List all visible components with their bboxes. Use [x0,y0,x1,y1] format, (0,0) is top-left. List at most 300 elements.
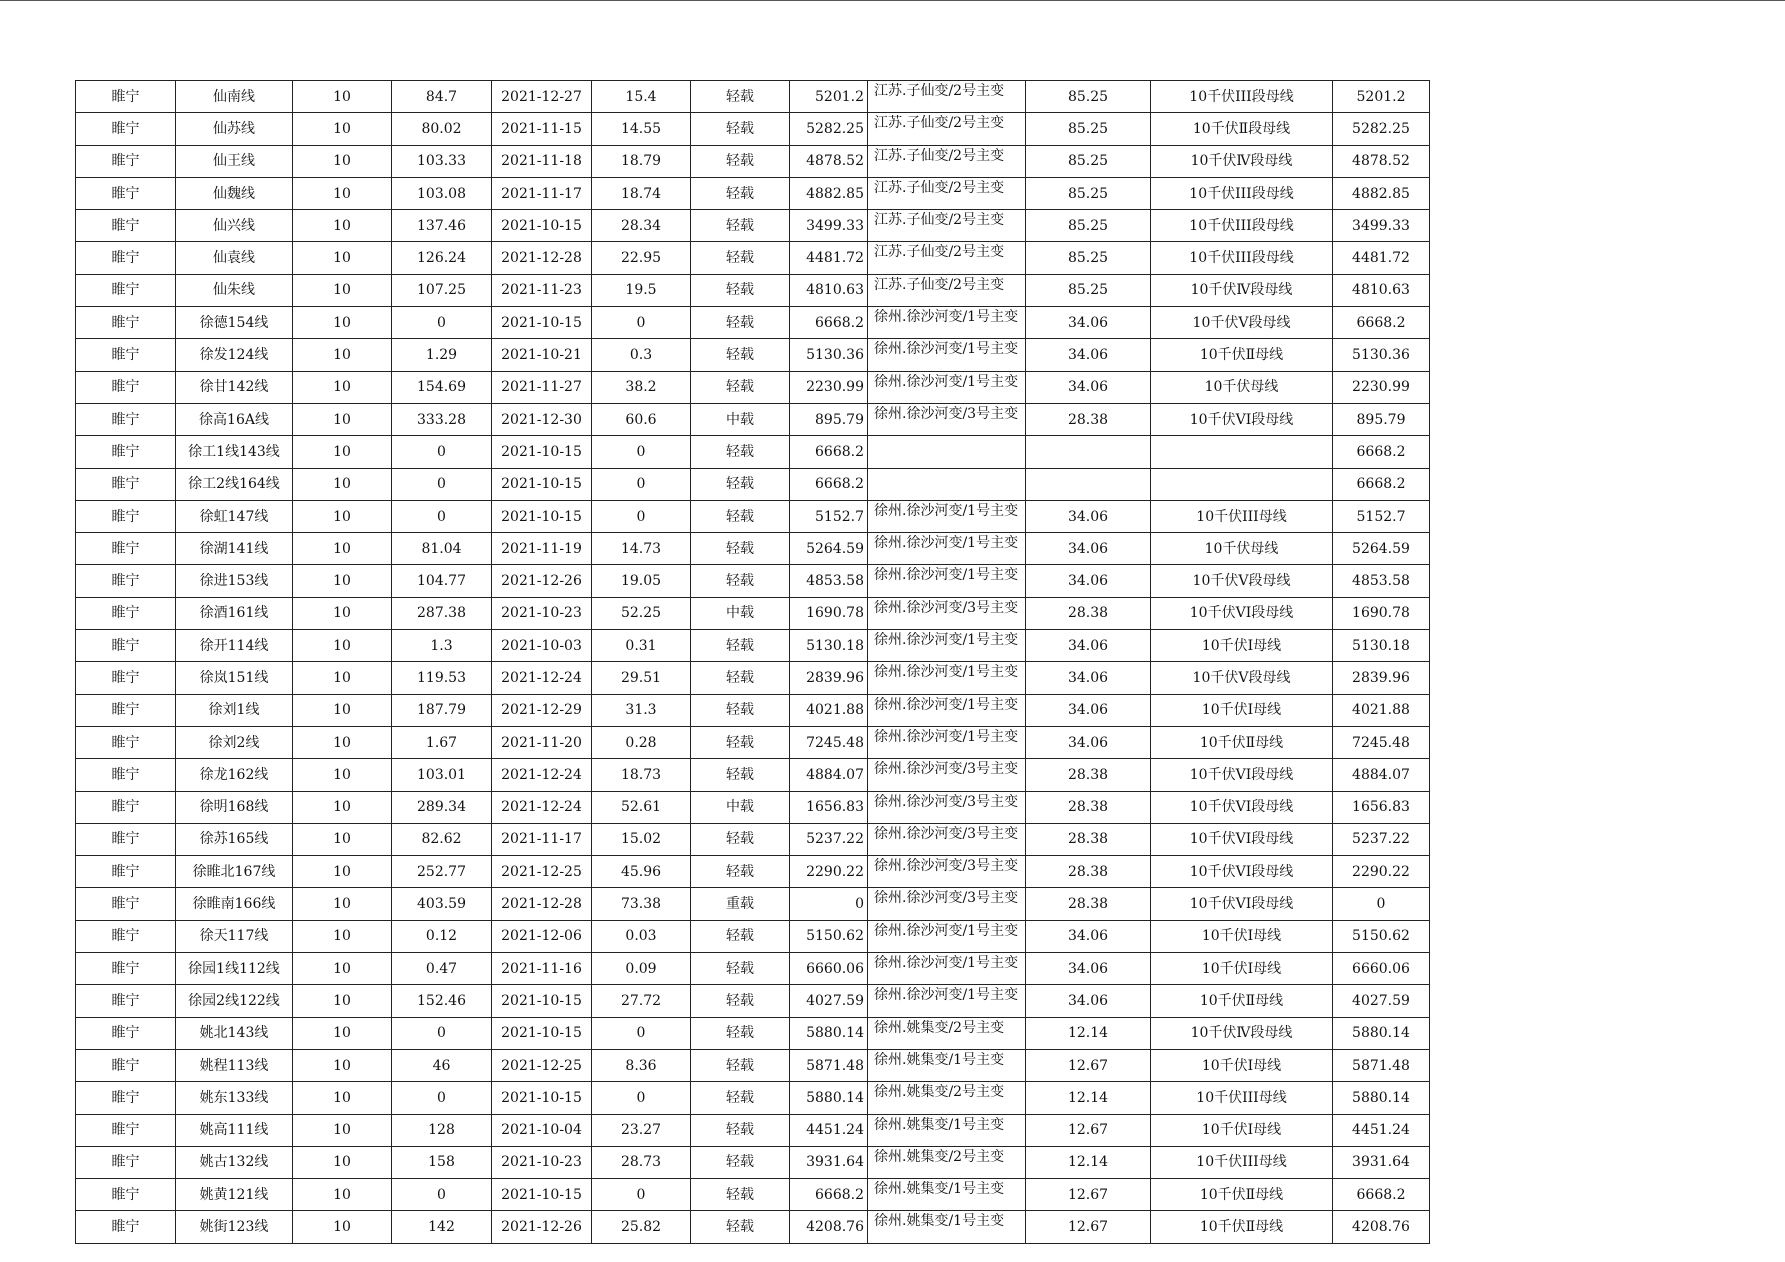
voltage-cell: 10 [293,339,392,371]
line-name-cell: 仙苏线 [176,113,293,145]
voltage-cell: 10 [293,1017,392,1049]
line-name-cell: 徐苏165线 [176,823,293,855]
spare-capacity-cell: 7245.48 [790,726,868,758]
region-cell: 睢宁 [76,823,176,855]
line-name-cell: 姚北143线 [176,1017,293,1049]
busbar-cell: 10千伏III母线 [1151,1082,1333,1114]
region-cell: 睢宁 [76,856,176,888]
load-value-cell: 128 [392,1114,492,1146]
load-rate-cell: 0.28 [592,726,691,758]
load-status-cell: 轻载 [691,210,790,242]
load-status-cell: 轻载 [691,113,790,145]
date-cell: 2021-12-28 [492,888,592,920]
line-name-cell: 仙南线 [176,81,293,113]
date-cell: 2021-11-17 [492,823,592,855]
substation-transformer-cell [868,791,1026,823]
voltage-cell: 10 [293,920,392,952]
region-cell: 睢宁 [76,81,176,113]
available-capacity-cell: 5130.18 [1333,630,1430,662]
busbar-cell: 10千伏Ⅳ段母线 [1151,1017,1333,1049]
substation-transformer-cell [868,371,1026,403]
available-capacity-cell: 895.79 [1333,403,1430,435]
available-capacity-cell: 0 [1333,888,1430,920]
load-rate-cell: 73.38 [592,888,691,920]
line-name-cell: 姚东133线 [176,1082,293,1114]
load-rate-cell: 15.4 [592,81,691,113]
voltage-cell: 10 [293,759,392,791]
load-status-cell: 轻载 [691,371,790,403]
date-cell: 2021-12-24 [492,759,592,791]
line-name-cell: 徐园2线122线 [176,985,293,1017]
available-capacity-cell: 2290.22 [1333,856,1430,888]
region-cell: 睢宁 [76,1017,176,1049]
substation-transformer-cell [868,565,1026,597]
line-name-cell: 仙魏线 [176,177,293,209]
available-capacity-cell: 5880.14 [1333,1082,1430,1114]
region-cell: 睢宁 [76,985,176,1017]
voltage-cell: 10 [293,436,392,468]
voltage-cell: 10 [293,565,392,597]
region-cell: 睢宁 [76,1114,176,1146]
load-rate-cell: 18.79 [592,145,691,177]
load-value-cell: 0.12 [392,920,492,952]
voltage-cell: 10 [293,371,392,403]
transformer-rate-cell: 28.38 [1026,791,1151,823]
date-cell: 2021-11-15 [492,113,592,145]
substation-transformer-text: 江苏.子仙变/2号主变 [874,276,1005,293]
voltage-cell: 10 [293,597,392,629]
busbar-cell: 10千伏VI段母线 [1151,888,1333,920]
busbar-cell: 10千伏Ⅴ段母线 [1151,565,1333,597]
busbar-cell: 10千伏Ⅰ母线 [1151,1114,1333,1146]
region-cell: 睢宁 [76,500,176,532]
available-capacity-cell: 5201.2 [1333,81,1430,113]
substation-transformer-text: 江苏.子仙变/2号主变 [874,179,1005,196]
transformer-rate-cell: 34.06 [1026,953,1151,985]
spare-capacity-cell: 4021.88 [790,694,868,726]
transformer-rate-cell: 28.38 [1026,888,1151,920]
date-cell: 2021-12-29 [492,694,592,726]
busbar-cell: 10千伏III段母线 [1151,242,1333,274]
available-capacity-cell: 4810.63 [1333,274,1430,306]
load-rate-cell: 14.55 [592,113,691,145]
substation-transformer-cell [868,1211,1026,1243]
load-status-cell: 轻载 [691,339,790,371]
line-name-cell: 徐开114线 [176,630,293,662]
available-capacity-cell: 3499.33 [1333,210,1430,242]
line-name-cell: 徐岚151线 [176,662,293,694]
available-capacity-cell: 6668.2 [1333,468,1430,500]
line-name-cell: 徐甘142线 [176,371,293,403]
transformer-rate-cell: 85.25 [1026,81,1151,113]
available-capacity-cell: 4878.52 [1333,145,1430,177]
load-status-cell: 轻载 [691,953,790,985]
line-name-cell: 徐工1线143线 [176,436,293,468]
region-cell: 睢宁 [76,371,176,403]
region-cell: 睢宁 [76,1082,176,1114]
table-row [76,436,1430,468]
transformer-rate-cell: 28.38 [1026,856,1151,888]
spare-capacity-cell: 2290.22 [790,856,868,888]
available-capacity-cell: 5264.59 [1333,533,1430,565]
busbar-cell: 10千伏Ⅳ段母线 [1151,274,1333,306]
spare-capacity-cell: 5880.14 [790,1082,868,1114]
busbar-cell: 10千伏Ⅱ母线 [1151,339,1333,371]
busbar-cell: 10千伏母线 [1151,371,1333,403]
load-value-cell: 158 [392,1146,492,1178]
transformer-rate-cell: 34.06 [1026,694,1151,726]
table-row [76,1049,1430,1081]
spare-capacity-cell: 3931.64 [790,1146,868,1178]
substation-transformer-text: 徐州.姚集变/2号主变 [874,1148,1005,1165]
region-cell: 睢宁 [76,1211,176,1243]
load-rate-cell: 60.6 [592,403,691,435]
transformer-rate-cell: 28.38 [1026,823,1151,855]
available-capacity-cell: 5237.22 [1333,823,1430,855]
line-name-cell: 徐刘1线 [176,694,293,726]
voltage-cell: 10 [293,662,392,694]
load-value-cell: 289.34 [392,791,492,823]
voltage-cell: 10 [293,726,392,758]
table-row [76,953,1430,985]
transformer-rate-cell: 28.38 [1026,759,1151,791]
substation-transformer-text: 徐州.姚集变/1号主变 [874,1051,1005,1068]
available-capacity-cell: 2839.96 [1333,662,1430,694]
substation-transformer-text: 江苏.子仙变/2号主变 [874,83,1005,99]
date-cell: 2021-10-15 [492,985,592,1017]
load-rate-cell: 0 [592,307,691,339]
substation-transformer-text: 徐州.徐沙河变/1号主变 [874,632,1019,649]
load-status-cell: 轻载 [691,307,790,339]
load-value-cell: 152.46 [392,985,492,1017]
substation-transformer-cell [868,759,1026,791]
load-rate-cell: 0 [592,1082,691,1114]
substation-transformer-cell [868,403,1026,435]
transformer-rate-cell: 34.06 [1026,662,1151,694]
table-row [76,500,1430,532]
substation-transformer-cell [868,694,1026,726]
date-cell: 2021-10-15 [492,436,592,468]
load-value-cell: 0 [392,436,492,468]
region-cell: 睢宁 [76,145,176,177]
load-status-cell: 轻载 [691,856,790,888]
region-cell: 睢宁 [76,630,176,662]
busbar-cell: 10千伏Ⅴ段母线 [1151,662,1333,694]
voltage-cell: 10 [293,1082,392,1114]
date-cell: 2021-10-15 [492,500,592,532]
load-value-cell: 0 [392,1017,492,1049]
substation-transformer-text: 徐州.姚集变/1号主变 [874,1181,1005,1198]
load-rate-cell: 0 [592,1179,691,1211]
busbar-cell: 10千伏Ⅱ母线 [1151,1179,1333,1211]
spare-capacity-cell: 5130.18 [790,630,868,662]
line-name-cell: 姚街123线 [176,1211,293,1243]
substation-transformer-cell [868,113,1026,145]
spare-capacity-cell: 4027.59 [790,985,868,1017]
load-status-cell: 轻载 [691,1114,790,1146]
voltage-cell: 10 [293,81,392,113]
transformer-rate-cell: 34.06 [1026,565,1151,597]
busbar-cell: 10千伏VI段母线 [1151,856,1333,888]
table-row [76,371,1430,403]
date-cell: 2021-12-28 [492,242,592,274]
load-status-cell: 轻载 [691,177,790,209]
substation-transformer-text: 徐州.姚集变/2号主变 [874,1084,1005,1101]
spare-capacity-cell: 6668.2 [790,1179,868,1211]
transformer-rate-cell: 85.25 [1026,274,1151,306]
table-row [76,759,1430,791]
load-rate-cell: 18.74 [592,177,691,209]
line-name-cell: 徐高16A线 [176,403,293,435]
load-rate-cell: 0.3 [592,339,691,371]
substation-transformer-text: 徐州.徐沙河变/1号主变 [874,728,1019,745]
available-capacity-cell: 6668.2 [1333,1179,1430,1211]
transformer-rate-cell: 12.14 [1026,1146,1151,1178]
region-cell: 睢宁 [76,726,176,758]
load-value-cell: 1.29 [392,339,492,371]
line-name-cell: 徐湖141线 [176,533,293,565]
load-status-cell: 轻载 [691,1211,790,1243]
transformer-rate-cell: 34.06 [1026,339,1151,371]
transformer-rate-cell: 28.38 [1026,597,1151,629]
load-status-cell: 轻载 [691,759,790,791]
available-capacity-cell: 1690.78 [1333,597,1430,629]
substation-transformer-cell [868,81,1026,113]
substation-transformer-text: 徐州.徐沙河变/3号主变 [874,890,1019,907]
voltage-cell: 10 [293,403,392,435]
load-status-cell: 轻载 [691,500,790,532]
date-cell: 2021-11-18 [492,145,592,177]
available-capacity-cell: 4481.72 [1333,242,1430,274]
substation-transformer-text: 徐州.徐沙河变/1号主变 [874,664,1019,681]
available-capacity-cell: 5880.14 [1333,1017,1430,1049]
load-status-cell: 轻载 [691,726,790,758]
load-value-cell: 137.46 [392,210,492,242]
transformer-rate-cell: 34.06 [1026,920,1151,952]
voltage-cell: 10 [293,1146,392,1178]
spare-capacity-cell: 2230.99 [790,371,868,403]
load-rate-cell: 29.51 [592,662,691,694]
busbar-cell: 10千伏III段母线 [1151,81,1333,113]
region-cell: 睢宁 [76,468,176,500]
busbar-cell: 10千伏III段母线 [1151,210,1333,242]
transformer-rate-cell: 34.06 [1026,630,1151,662]
available-capacity-cell: 6668.2 [1333,307,1430,339]
load-rate-cell: 28.73 [592,1146,691,1178]
load-status-cell: 轻载 [691,662,790,694]
load-value-cell: 0 [392,1179,492,1211]
spare-capacity-cell: 895.79 [790,403,868,435]
date-cell: 2021-10-15 [492,307,592,339]
spare-capacity-cell: 0 [790,888,868,920]
voltage-cell: 10 [293,985,392,1017]
line-name-cell: 仙王线 [176,145,293,177]
line-name-cell: 徐发124线 [176,339,293,371]
available-capacity-cell: 4021.88 [1333,694,1430,726]
transformer-rate-cell: 12.14 [1026,1017,1151,1049]
line-name-cell: 徐睢南166线 [176,888,293,920]
load-value-cell: 46 [392,1049,492,1081]
busbar-cell: 10千伏III母线 [1151,1146,1333,1178]
load-value-cell: 287.38 [392,597,492,629]
voltage-cell: 10 [293,856,392,888]
region-cell: 睢宁 [76,403,176,435]
transformer-rate-cell: 85.25 [1026,210,1151,242]
line-name-cell: 徐睢北167线 [176,856,293,888]
region-cell: 睢宁 [76,662,176,694]
line-name-cell: 徐虹147线 [176,500,293,532]
spare-capacity-cell: 1690.78 [790,597,868,629]
substation-transformer-text: 徐州.徐沙河变/1号主变 [874,987,1019,1004]
load-rate-cell: 45.96 [592,856,691,888]
transformer-rate-cell: 12.14 [1026,1082,1151,1114]
load-value-cell: 0 [392,500,492,532]
load-value-cell: 252.77 [392,856,492,888]
load-rate-cell: 0.31 [592,630,691,662]
table-row [76,177,1430,209]
date-cell: 2021-10-15 [492,468,592,500]
voltage-cell: 10 [293,145,392,177]
region-cell: 睢宁 [76,597,176,629]
date-cell: 2021-10-15 [492,210,592,242]
substation-transformer-text: 徐州.姚集变/1号主变 [874,1116,1005,1133]
voltage-cell: 10 [293,888,392,920]
voltage-cell: 10 [293,274,392,306]
substation-transformer-cell [868,1179,1026,1211]
load-status-cell: 轻载 [691,436,790,468]
transformer-rate-cell: 34.06 [1026,985,1151,1017]
spare-capacity-cell: 5264.59 [790,533,868,565]
line-name-cell: 姚高111线 [176,1114,293,1146]
region-cell: 睢宁 [76,791,176,823]
substation-transformer-cell [868,597,1026,629]
spare-capacity-cell: 6660.06 [790,953,868,985]
region-cell: 睢宁 [76,339,176,371]
busbar-cell: 10千伏Ⅱ母线 [1151,1211,1333,1243]
busbar-cell: 10千伏Ⅰ母线 [1151,630,1333,662]
substation-transformer-cell [868,436,1026,468]
busbar-cell: 10千伏Ⅱ段母线 [1151,113,1333,145]
substation-transformer-cell [868,1017,1026,1049]
busbar-cell: 10千伏母线 [1151,533,1333,565]
line-name-cell: 仙朱线 [176,274,293,306]
load-status-cell: 轻载 [691,1146,790,1178]
voltage-cell: 10 [293,210,392,242]
substation-transformer-text: 徐州.徐沙河变/3号主变 [874,793,1019,810]
table-row [76,791,1430,823]
substation-transformer-text: 徐州.徐沙河变/3号主变 [874,405,1019,422]
table-row [76,1017,1430,1049]
date-cell: 2021-11-17 [492,177,592,209]
feeder-load-table [75,80,1430,1244]
substation-transformer-cell [868,242,1026,274]
transformer-rate-cell: 12.67 [1026,1049,1151,1081]
substation-transformer-text: 徐州.徐沙河变/3号主变 [874,825,1019,842]
spare-capacity-cell: 4481.72 [790,242,868,274]
substation-transformer-cell [868,823,1026,855]
available-capacity-cell: 2230.99 [1333,371,1430,403]
substation-transformer-cell [868,307,1026,339]
transformer-rate-cell: 34.06 [1026,371,1151,403]
load-value-cell: 0.47 [392,953,492,985]
spare-capacity-cell: 4882.85 [790,177,868,209]
available-capacity-cell: 7245.48 [1333,726,1430,758]
substation-transformer-text: 徐州.徐沙河变/1号主变 [874,955,1019,972]
load-value-cell: 1.67 [392,726,492,758]
transformer-rate-cell: 85.25 [1026,145,1151,177]
substation-transformer-text: 徐州.徐沙河变/3号主变 [874,599,1019,616]
load-rate-cell: 28.34 [592,210,691,242]
region-cell: 睢宁 [76,242,176,274]
load-value-cell: 103.33 [392,145,492,177]
substation-transformer-text [874,438,1023,465]
voltage-cell: 10 [293,177,392,209]
load-status-cell: 中载 [691,403,790,435]
load-rate-cell: 19.05 [592,565,691,597]
table-row [76,856,1430,888]
date-cell: 2021-10-23 [492,597,592,629]
busbar-cell: 10千伏Ⅰ母线 [1151,920,1333,952]
voltage-cell: 10 [293,1049,392,1081]
load-value-cell: 103.01 [392,759,492,791]
spare-capacity-cell: 4451.24 [790,1114,868,1146]
table-row [76,1114,1430,1146]
substation-transformer-text: 徐州.徐沙河变/3号主变 [874,761,1019,778]
load-rate-cell: 52.61 [592,791,691,823]
load-value-cell: 80.02 [392,113,492,145]
load-value-cell: 103.08 [392,177,492,209]
region-cell: 睢宁 [76,1049,176,1081]
line-name-cell: 徐酒161线 [176,597,293,629]
load-status-cell: 轻载 [691,1082,790,1114]
region-cell: 睢宁 [76,1179,176,1211]
region-cell: 睢宁 [76,888,176,920]
substation-transformer-cell [868,177,1026,209]
busbar-cell: 10千伏VI段母线 [1151,759,1333,791]
available-capacity-cell: 5150.62 [1333,920,1430,952]
load-value-cell: 187.79 [392,694,492,726]
line-name-cell: 徐天117线 [176,920,293,952]
load-value-cell: 84.7 [392,81,492,113]
table-row [76,694,1430,726]
available-capacity-cell: 5282.25 [1333,113,1430,145]
load-status-cell: 轻载 [691,985,790,1017]
load-value-cell: 119.53 [392,662,492,694]
busbar-cell: 10千伏III段母线 [1151,177,1333,209]
load-status-cell: 轻载 [691,1049,790,1081]
date-cell: 2021-12-30 [492,403,592,435]
transformer-rate-cell [1026,468,1151,500]
substation-transformer-cell [868,468,1026,500]
busbar-cell: 10千伏Ⅰ母线 [1151,694,1333,726]
table-row [76,597,1430,629]
spare-capacity-cell: 5152.7 [790,500,868,532]
substation-transformer-cell [868,145,1026,177]
available-capacity-cell: 4208.76 [1333,1211,1430,1243]
load-value-cell: 107.25 [392,274,492,306]
substation-transformer-text: 徐州.徐沙河变/1号主变 [874,341,1019,358]
substation-transformer-text: 徐州.徐沙河变/1号主变 [874,309,1019,326]
busbar-cell: 10千伏III母线 [1151,500,1333,532]
date-cell: 2021-12-06 [492,920,592,952]
line-name-cell: 徐龙162线 [176,759,293,791]
load-value-cell: 154.69 [392,371,492,403]
substation-transformer-cell [868,888,1026,920]
busbar-cell: 10千伏Ⅴ段母线 [1151,307,1333,339]
table-row [76,145,1430,177]
table-row [76,403,1430,435]
line-name-cell: 仙袁线 [176,242,293,274]
